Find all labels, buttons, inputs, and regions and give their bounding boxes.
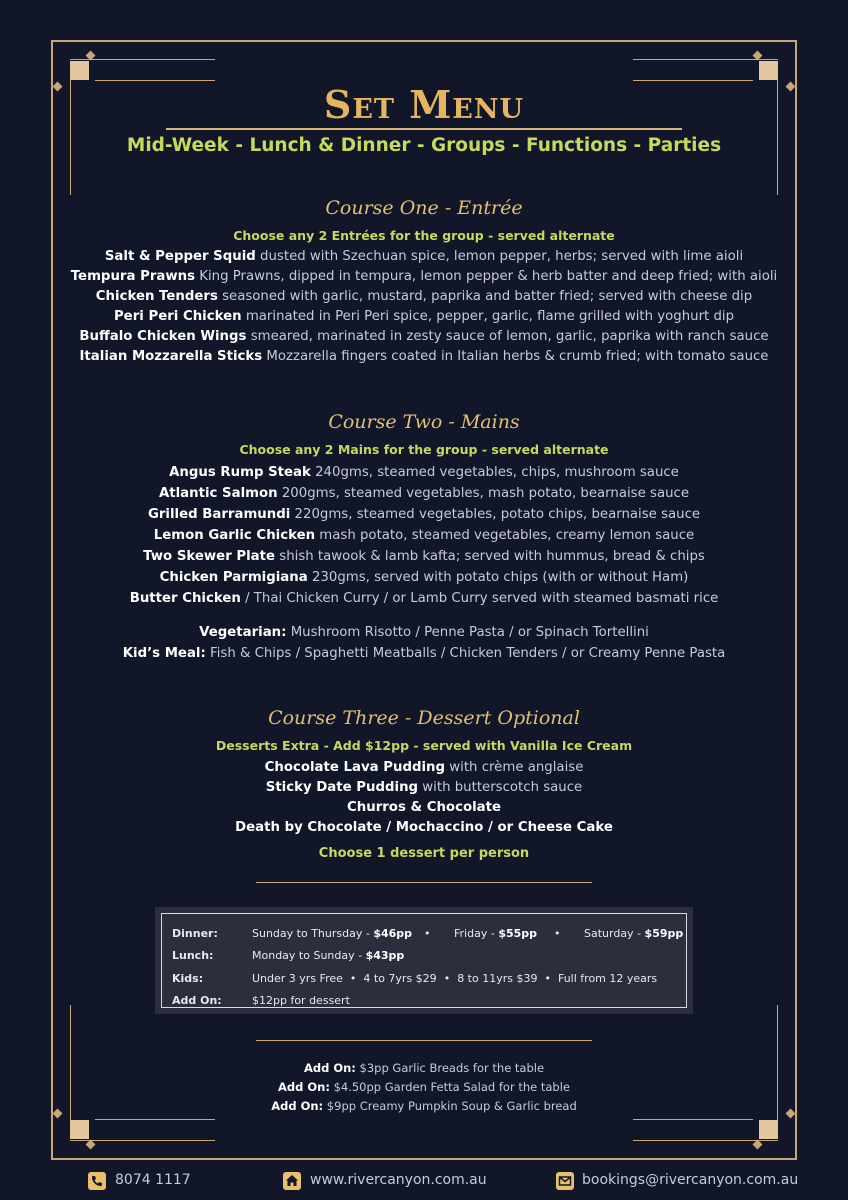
list-item: Peri Peri Chicken marinated in Peri Peri spice, pepper, garlic, flame grilled with yoghurt dip [113, 309, 735, 324]
footer-email-link[interactable]: bookings@rivercanyon.com.au [582, 1172, 799, 1188]
list-item: Angus Rump Steak 240gms, steamed vegetables, chips, mushroom sauce [169, 465, 679, 480]
list-item: Death by Chocolate / Mochaccino / or Cheese Cake [235, 820, 613, 835]
section-divider [256, 882, 592, 883]
pricing-box [155, 907, 693, 1014]
list-item: Churros & Chocolate [347, 800, 501, 815]
list-item: Lemon Garlic Chicken mash potato, steamed vegetables, creamy lemon sauce [153, 528, 695, 543]
course-three-list [0, 758, 848, 838]
course-three-instruction: Desserts Extra - Add $12pp - served with Vanilla Ice Cream [215, 738, 633, 753]
lunch-price: Monday to Sunday - $43pp [252, 949, 405, 962]
lunch-label: Lunch: [172, 949, 214, 962]
pricing-table [161, 913, 687, 1008]
list-item: Sticky Date Pudding with butterscotch sauce [265, 780, 583, 795]
list-item: Add On: $3pp Garlic Breads for the table [303, 1061, 545, 1075]
dinner-friday: Friday - $55pp [454, 927, 538, 940]
addon-dessert: $12pp for dessert [252, 994, 350, 1007]
title-divider [166, 128, 682, 130]
addon-label: Add On: [172, 994, 222, 1007]
kids-meal-option: Kid’s Meal: Fish & Chips / Spaghetti Meatballs / Chicken Tenders / or Creamy Penne Pasta [122, 646, 726, 661]
list-item: Italian Mozzarella Sticks Mozzarella fingers coated in Italian herbs & crumb fried; with tomato sauce [79, 349, 769, 364]
footer-website-link[interactable]: www.rivercanyon.com.au [310, 1172, 487, 1188]
course-two-list [0, 462, 848, 609]
course-one-instruction: Choose any 2 Entrées for the group - served alternate [233, 228, 615, 243]
footer-phone[interactable]: 8074 1117 [115, 1172, 191, 1188]
list-item: Buffalo Chicken Wings smeared, marinated in zesty sauce of lemon, garlic, paprika with ranch sauce [79, 329, 769, 344]
list-item: Atlantic Salmon 200gms, steamed vegetables, mash potato, bearnaise sauce [158, 486, 690, 501]
section-divider [256, 1040, 592, 1041]
list-item: Add On: $4.50pp Garden Fetta Salad for the table [277, 1080, 571, 1094]
course-three-title: Course Three - Dessert Optional [268, 707, 580, 729]
phone-icon [88, 1172, 106, 1190]
course-two-instruction: Choose any 2 Mains for the group - served alternate [239, 442, 609, 457]
mail-icon [556, 1172, 574, 1190]
list-item: Chicken Parmigiana 230gms, served with potato chips (with or without Ham) [159, 570, 689, 585]
list-item: Salt & Pepper Squid dusted with Szechuan spice, lemon pepper, herbs; served with lime aioli [104, 249, 744, 264]
list-item: Chocolate Lava Pudding with crème anglaise [264, 760, 584, 775]
list-item: Butter Chicken / Thai Chicken Curry / or Lamb Curry served with steamed basmati rice [129, 591, 719, 606]
list-item: Two Skewer Plate shish tawook & lamb kafta; served with hummus, bread & chips [143, 549, 705, 564]
home-icon [283, 1172, 301, 1190]
kids-pricing: Under 3 yrs Free • 4 to 7yrs $29 • 8 to 11yrs $39 • Full from 12 years [252, 972, 658, 985]
bullet: • [554, 927, 561, 940]
dinner-saturday: Saturday - $59pp [584, 927, 684, 940]
page-title: Set Menu [323, 82, 525, 127]
addons-list [0, 1059, 848, 1116]
list-item: Add On: $9pp Creamy Pumpkin Soup & Garlic bread [271, 1099, 577, 1113]
vegetarian-option: Vegetarian: Mushroom Risotto / Penne Pasta / or Spinach Tortellini [199, 625, 649, 640]
kids-label: Kids: [172, 972, 204, 985]
list-item: Chicken Tenders seasoned with garlic, mustard, paprika and batter fried; served with cheese dip [95, 289, 753, 304]
dinner-label: Dinner: [172, 927, 218, 940]
course-two-title: Course Two - Mains [328, 411, 520, 433]
bullet: • [424, 927, 431, 940]
course-two-extras [0, 622, 848, 664]
page-subtitle: Mid-Week - Lunch & Dinner - Groups - Functions - Parties [126, 135, 722, 156]
list-item: Grilled Barramundi 220gms, steamed vegetables, potato chips, bearnaise sauce [147, 507, 701, 522]
dinner-sun-thu: Sunday to Thursday - $46pp [252, 927, 413, 940]
course-one-title: Course One - Entrée [325, 197, 523, 219]
list-item: Tempura Prawns King Prawns, dipped in tempura, lemon pepper & herb batter and deep fried; with aioli [70, 269, 778, 284]
course-one-list [0, 247, 848, 367]
dessert-note: Choose 1 dessert per person [318, 846, 530, 861]
